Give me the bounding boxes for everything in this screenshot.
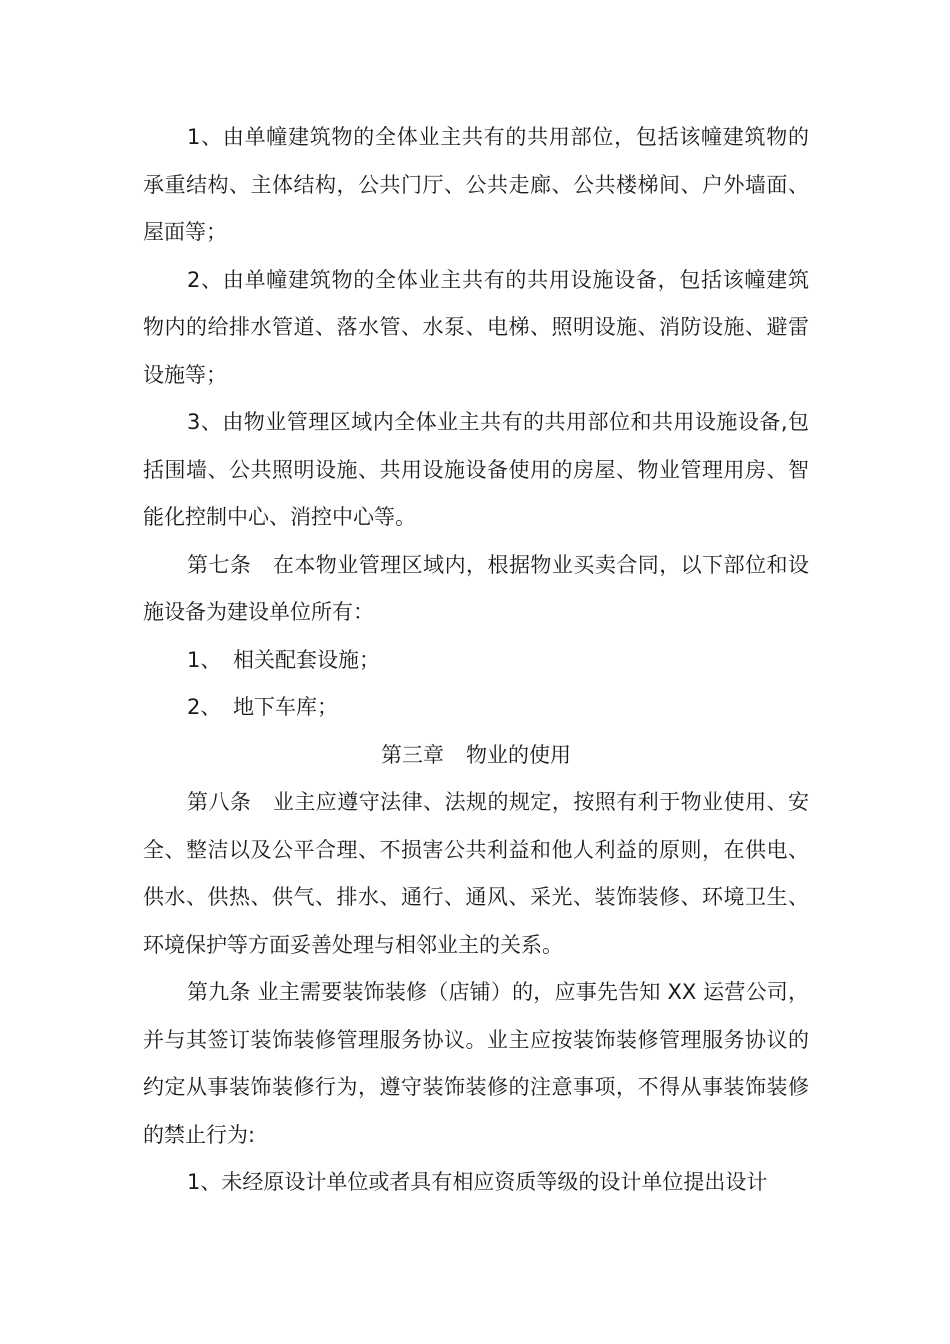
list-item-text: 相关配套设施； — [233, 647, 380, 672]
chapter-heading — [143, 732, 809, 780]
list-item — [143, 684, 809, 732]
paragraph-article-8: 第八条 业主应遵守法律、法规的规定，按照有利于物业使用、安全、整洁以及公平合理、不损害公共利益和他人利益的原则，在供电、供水、供热、供气、排水、通行、通风、采光、装饰装修、环境卫生、环境保护等方面妥善处理与相邻业主的关系。 — [143, 790, 809, 957]
paragraph-article-9: 第九条 业主需要装饰装修（店铺）的，应事先告知 XX 运营公司，并与其签订装饰装修管理服务协议。业主应按装饰装修管理服务协议的约定从事装饰装修行为，遵守装饰装修的注意事项，不得从事装饰装修的禁止行为: — [143, 980, 809, 1147]
list-item-text: 地下车库； — [233, 695, 338, 719]
chapter-title: 物业的使用 — [466, 742, 571, 767]
list-item-number: 1、 — [187, 647, 222, 672]
chapter-number: 第三章 — [381, 742, 444, 767]
paragraph-common-parts: 1、由单幢建筑物的全体业主共有的共用部位，包括该幢建筑物的承重结构、主体结构，公共门厅、公共走廊、公共楼梯间、户外墙面、屋面等； — [143, 125, 809, 244]
paragraph-area-common-parts: 3、由物业管理区域内全体业主共有的共用部位和共用设施设备,包括围墙、公共照明设施、共用设施设备使用的房屋、物业管理用房、智能化控制中心、消控中心等。 — [143, 410, 809, 529]
paragraph-common-facilities: 2、由单幢建筑物的全体业主共有的共用设施设备，包括该幢建筑物内的给排水管道、落水管、水泵、电梯、照明设施、消防设施、避雷设施等； — [143, 267, 809, 387]
list-item-number: 2、 — [187, 695, 222, 719]
list-item — [143, 637, 809, 685]
paragraph-decoration-item-1: 1、未经原设计单位或者具有相应资质等级的设计单位提出设计 — [187, 1170, 768, 1194]
document-page — [143, 114, 809, 1207]
paragraph-article-7: 第七条 在本物业管理区域内，根据物业买卖合同，以下部位和设施设备为建设单位所有： — [143, 552, 809, 624]
